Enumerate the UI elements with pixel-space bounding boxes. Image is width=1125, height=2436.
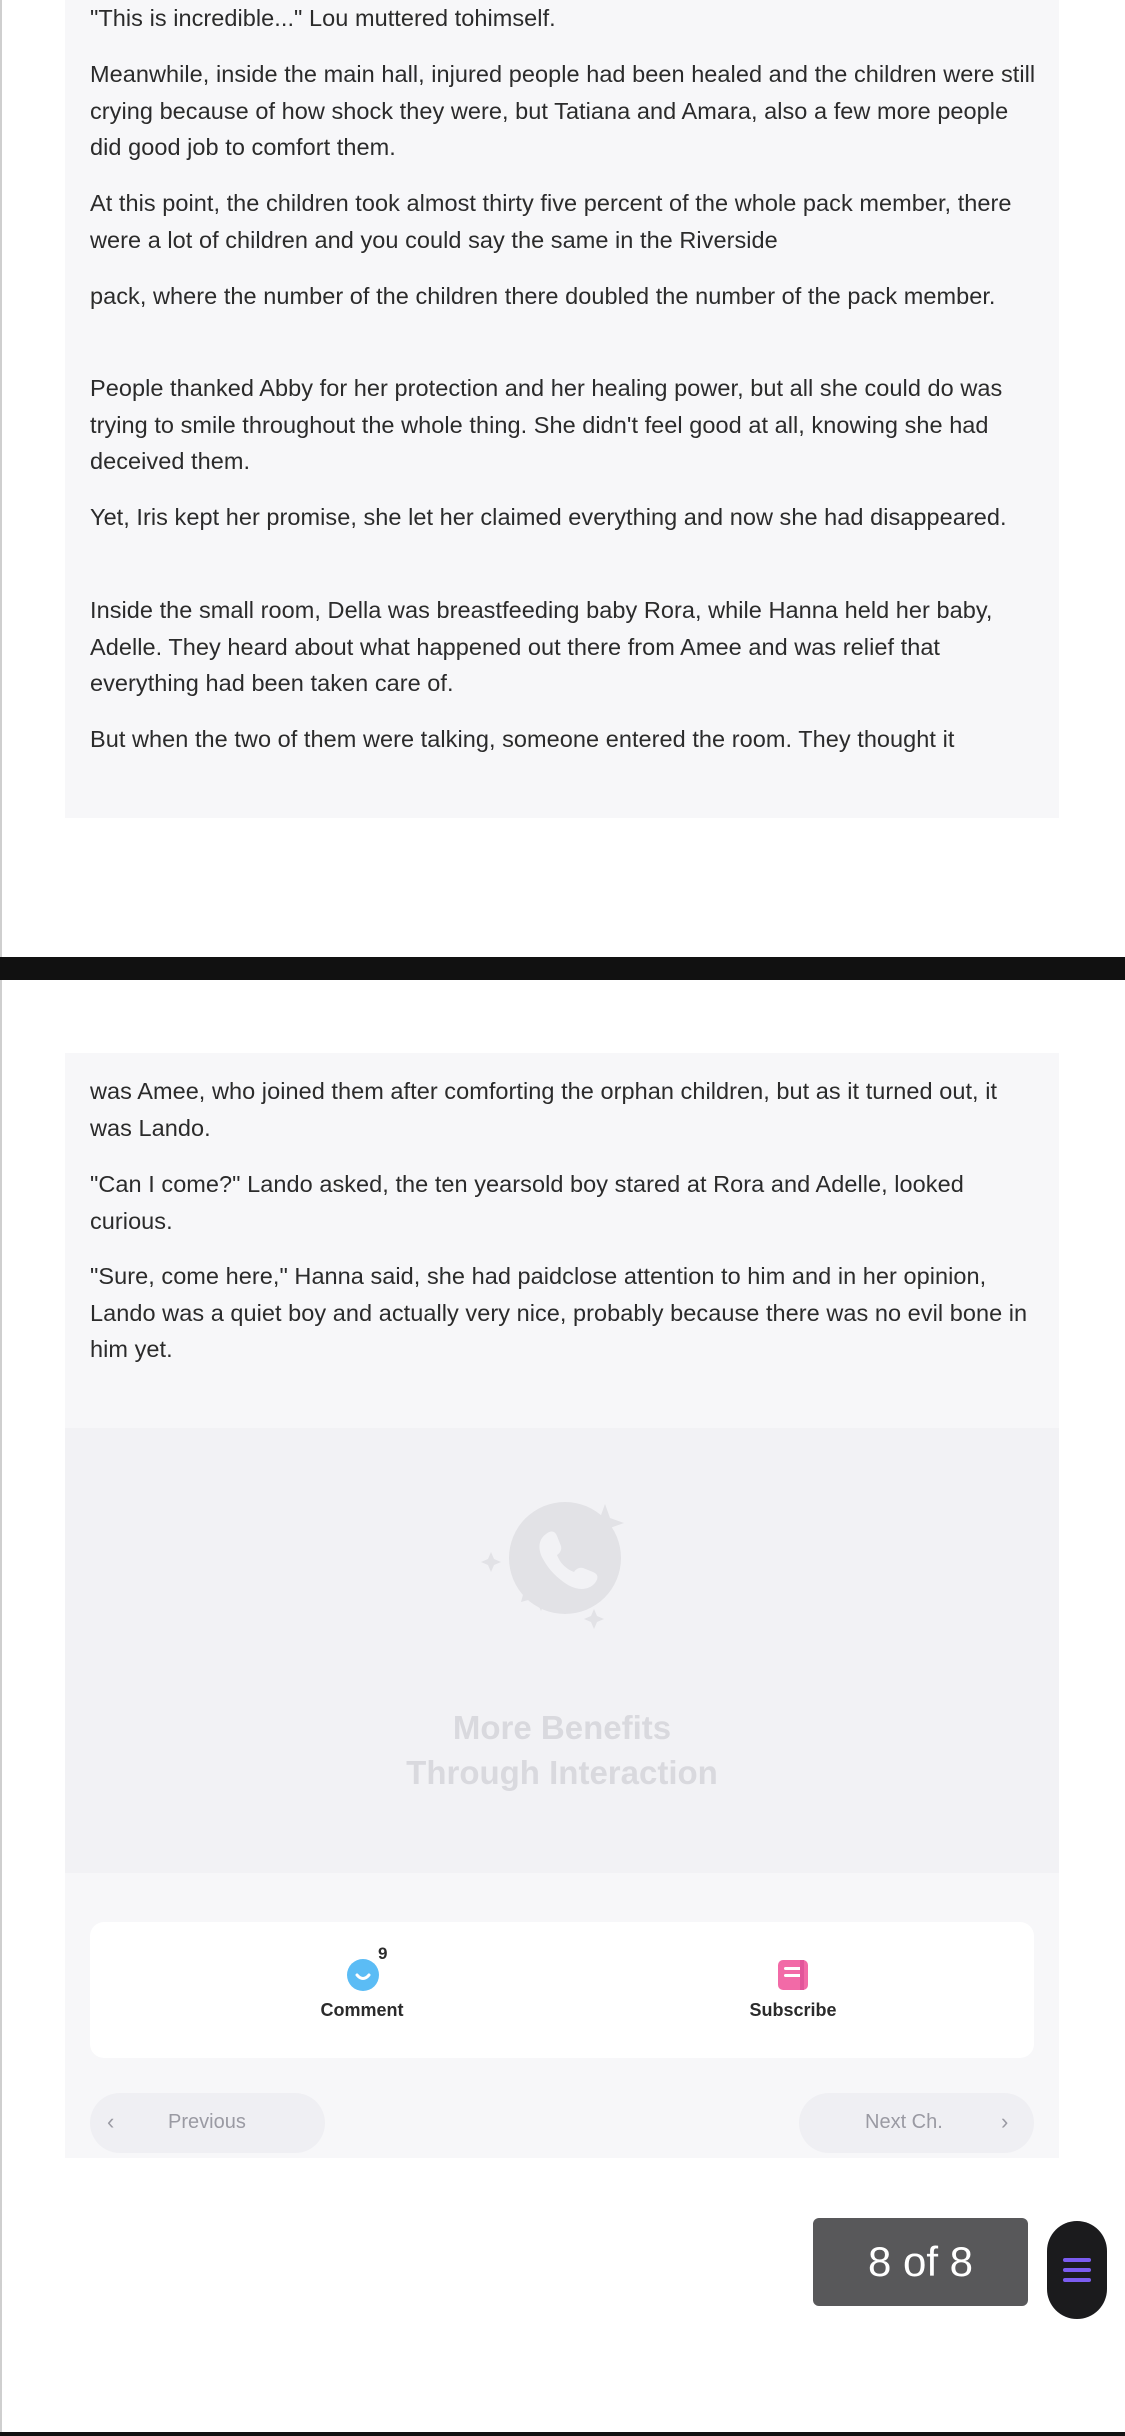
next-label: Next Ch. <box>865 2111 943 2133</box>
previous-chapter-button[interactable] <box>90 2093 325 2153</box>
page-indicator: 8 of 8 <box>813 2218 1028 2306</box>
menu-icon <box>1063 2258 1091 2262</box>
story-card-top <box>65 0 1059 818</box>
story-paragraph: "Can I come?" Lando asked, the ten yearsold boy stared at Rora and Adelle, looked curious. <box>90 1171 964 1234</box>
chevron-left-icon: ‹ <box>107 2109 115 2134</box>
comment-icon <box>346 1958 380 1992</box>
subscribe-button[interactable] <box>693 1922 893 2058</box>
story-paragraph: At this point, the children took almost thirty five percent of the whole pack member, there were a lot of children and you could say the same in the Riverside <box>90 190 1012 253</box>
promo-title-line2: Through Interaction <box>406 1754 718 1791</box>
story-paragraph: But when the two of them were talking, someone entered the room. They thought it <box>90 726 955 752</box>
page-break-bar <box>0 957 1125 980</box>
story-paragraph: "This is incredible..." Lou muttered tohimself. <box>90 5 556 31</box>
menu-icon <box>1063 2268 1091 2272</box>
menu-icon <box>1063 2278 1091 2282</box>
action-bar <box>90 1922 1034 2058</box>
comment-label: Comment <box>320 2000 404 2020</box>
promo-title-line1: More Benefits <box>452 1709 672 1746</box>
bottom-strip <box>0 2432 1125 2436</box>
story-paragraph: was Amee, who joined them after comforting the orphan children, but as it turned out, it was Lando. <box>90 1078 998 1141</box>
interaction-promo <box>65 1428 1059 1873</box>
chevron-right-icon: › <box>1001 2109 1009 2134</box>
story-paragraph: People thanked Abby for her protection and her healing power, but all she could do was trying to smile throughout the whole thing. She didn't feel good at all, knowing she had deceived them. <box>90 375 1003 474</box>
comment-button[interactable] <box>262 1922 462 2058</box>
story-paragraph: Inside the small room, Della was breastfeeding baby Rora, while Hanna held her baby, Adelle. They heard about what happened out there from Amee and was relief that everything had been taken care of. <box>90 597 993 696</box>
next-chapter-button[interactable] <box>799 2093 1034 2153</box>
phone-chat-icon <box>465 1468 665 1648</box>
subscribe-label: Subscribe <box>749 2000 837 2020</box>
left-edge-line <box>0 0 2 957</box>
previous-label: Previous <box>168 2111 246 2133</box>
story-paragraph: Meanwhile, inside the main hall, injured people had been healed and the children were still crying because of how shock they were, but Tatiana and Amara, also a few more people did good job to comfort them. <box>90 61 1036 160</box>
subscribe-icon <box>776 1958 810 1992</box>
story-paragraph: pack, where the number of the children there doubled the number of the pack member. <box>90 283 996 309</box>
story-card-bottom <box>65 1053 1059 2158</box>
story-paragraph: Yet, Iris kept her promise, she let her claimed everything and now she had disappeared. <box>90 504 1007 530</box>
menu-button[interactable] <box>1047 2221 1107 2319</box>
comment-count: 9 <box>378 1944 388 1963</box>
left-edge-line <box>0 980 2 2432</box>
story-paragraph: "Sure, come here," Hanna said, she had paidclose attention to him and in her opinion, Lando was a quiet boy and actually very nice, probably because there was no evil bone in him yet. <box>90 1263 1028 1362</box>
